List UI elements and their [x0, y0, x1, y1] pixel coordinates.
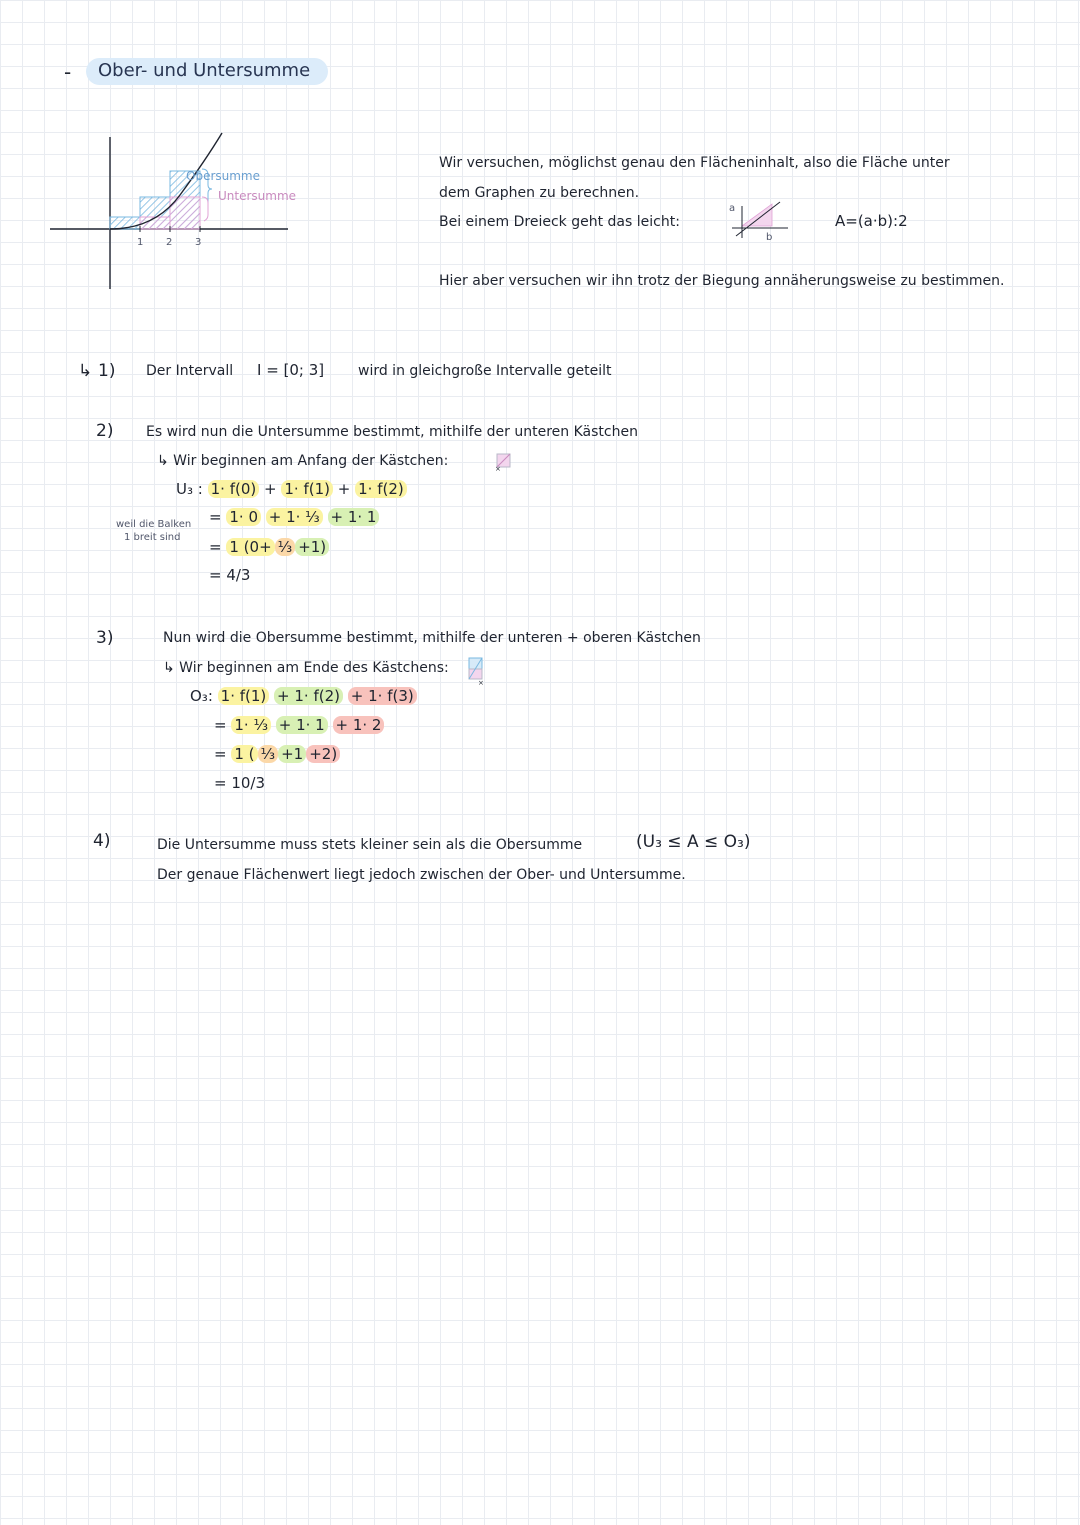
tick-label-3: 3	[195, 237, 202, 248]
o3-term-2: + 1· f(2)	[274, 687, 343, 705]
upper-box-icon	[466, 656, 488, 686]
step2-line-2: ↳ Wir beginnen am Anfang der Kästchen:	[157, 453, 449, 469]
intro-line-3: Bei einem Dreieck geht das leicht:	[439, 214, 680, 230]
triangle-label-b: b	[766, 232, 773, 243]
step3-line-2: ↳ Wir beginnen am Ende des Kästchens:	[163, 660, 449, 676]
label-untersumme: Untersumme	[218, 189, 297, 203]
step3-number: 3)	[96, 628, 114, 648]
u3-l2-term-2: + 1· ⅓	[266, 508, 323, 526]
area-sketch-graph	[40, 125, 320, 295]
o3-result: = 10/3	[214, 774, 266, 792]
u3-l2-term-1: 1· 0	[226, 508, 261, 526]
title-dash: -	[64, 60, 72, 84]
u3-line-2: = 1· 0 + 1· ⅓ + 1· 1	[209, 508, 379, 526]
step1-number: 1)	[98, 361, 116, 381]
o3-label: O₃:	[190, 687, 213, 705]
tick-label-1: 1	[137, 237, 144, 248]
step1-interval: I = [0; 3]	[257, 361, 325, 379]
triangle-formula: A=(a·b):2	[835, 212, 908, 230]
step3-line-1: Nun wird die Obersumme bestimmt, mithilfe der unteren + oberen Kästchen	[163, 630, 701, 646]
triangle-sketch	[728, 198, 792, 242]
o3-line-3: = 1 ( ⅓ +1 +2)	[214, 745, 340, 763]
lower-box-icon	[494, 452, 514, 472]
step1-text-a: Der Intervall	[146, 363, 234, 379]
u3-term-1: 1· f(0)	[208, 480, 260, 498]
step2-number: 2)	[96, 421, 114, 441]
tick-label-2: 2	[166, 237, 173, 248]
u3-l2-term-3: + 1· 1	[328, 508, 380, 526]
intro-line-1: Wir versuchen, möglichst genau den Flächeninhalt, also die Fläche unter	[439, 155, 950, 171]
svg-text:×: ×	[495, 465, 501, 472]
step1-arrow: ↳	[78, 361, 93, 381]
label-obersumme: Obersumme	[186, 169, 260, 183]
intro-line-2: dem Graphen zu berechnen.	[439, 185, 640, 201]
u3-label: U₃ :	[176, 480, 203, 498]
step4-line-2: Der genaue Flächenwert liegt jedoch zwischen der Ober- und Untersumme.	[157, 867, 686, 883]
u3-term-2: 1· f(1)	[281, 480, 333, 498]
step2-line-1: Es wird nun die Untersumme bestimmt, mithilfe der unteren Kästchen	[146, 424, 638, 440]
o3-term-1: 1· f(1)	[218, 687, 270, 705]
o3-line-1	[190, 687, 417, 705]
page-title: Ober- und Untersumme	[86, 58, 328, 85]
upper-box-1	[110, 217, 140, 229]
step4-line-1: Die Untersumme muss stets kleiner sein als die Obersumme	[157, 837, 583, 853]
triangle-label-a: a	[729, 203, 736, 214]
step1-text-b: wird in gleichgroße Intervalle geteilt	[358, 363, 612, 379]
o3-term-3: + 1· f(3)	[348, 687, 417, 705]
brace-untersumme	[202, 197, 208, 221]
o3-line-2: = 1· ⅓ + 1· 1 + 1· 2	[214, 716, 384, 734]
u3-result: = 4/3	[209, 566, 251, 584]
u3-line-1: U₃ : 1· f(0) + 1· f(1) + 1· f(2)	[176, 480, 407, 498]
step4-number: 4)	[93, 831, 111, 851]
intro-line-4: Hier aber versuchen wir ihn trotz der Biegung annäherungsweise zu bestimmen.	[439, 273, 1005, 289]
step4-inequality: (U₃ ≤ A ≤ O₃)	[636, 832, 751, 852]
u3-line-3: = 1 (0+ ⅓ +1)	[209, 538, 329, 556]
note-line-2: 1 breit sind	[124, 532, 181, 543]
svg-text:×: ×	[478, 679, 484, 686]
note-line-1: weil die Balken	[116, 519, 192, 530]
u3-term-3: 1· f(2)	[355, 480, 407, 498]
